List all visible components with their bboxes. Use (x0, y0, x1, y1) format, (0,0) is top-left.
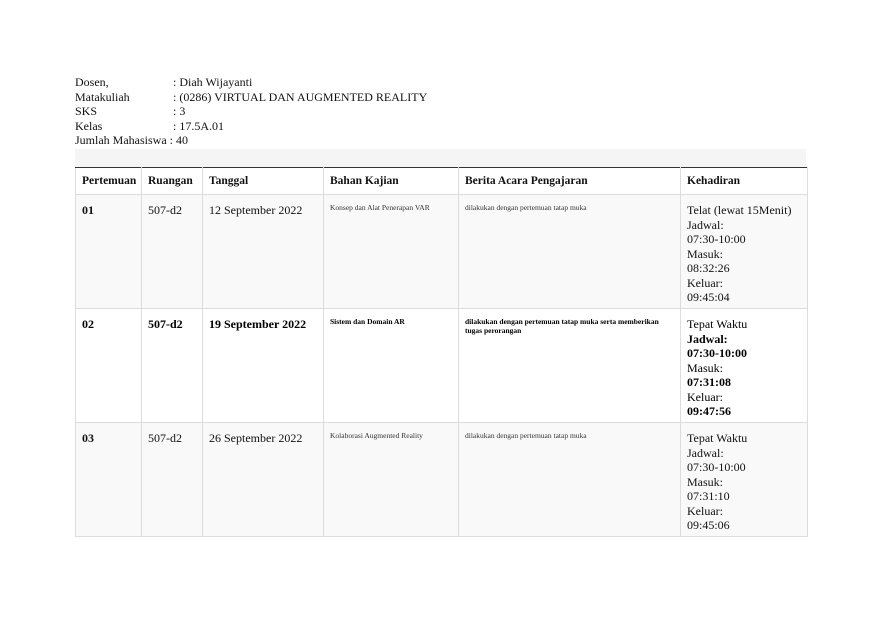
sks-value: : 3 (173, 104, 186, 118)
kelas-value: : 17.5A.01 (173, 118, 224, 133)
kehadiran-masuk-value: 08:32:26 (687, 261, 730, 275)
table-header-row (76, 168, 808, 195)
cell-pertemuan: 03 (76, 423, 142, 537)
kehadiran-jadwal-label: Jadwal: (687, 445, 724, 460)
cell-bahan-kajian: Kolaborasi Augmented Reality (324, 423, 459, 537)
cell-ruangan: 507-d2 (142, 423, 203, 537)
cell-kehadiran (681, 309, 808, 423)
cell-berita-acara: dilakukan dengan pertemuan tatap muka (459, 423, 681, 537)
kehadiran-keluar-value: 09:45:06 (687, 518, 730, 532)
kehadiran-status: Tepat Waktu (687, 317, 748, 331)
kehadiran-masuk-label: Masuk: (687, 246, 723, 261)
info-row-dosen (75, 75, 427, 90)
jumlah-value: : 40 (169, 133, 188, 147)
matakuliah-label: Matakuliah (75, 89, 130, 104)
kehadiran-masuk-value: 07:31:10 (687, 489, 730, 503)
cell-berita-acara: dilakukan dengan pertemuan tatap muka serta memberikan tugas perorangan (459, 309, 681, 423)
cell-bahan-kajian: Konsep dan Alat Penerapan VAR (324, 195, 459, 309)
kehadiran-jadwal-label: Jadwal: (687, 331, 728, 346)
kehadiran-keluar-label: Keluar: (687, 275, 723, 290)
kehadiran-masuk-label: Masuk: (687, 474, 723, 489)
header-bahan-kajian: Bahan Kajian (324, 168, 459, 195)
kehadiran-jadwal-label: Jadwal: (687, 217, 724, 232)
table-row (76, 423, 808, 537)
kehadiran-status: Tepat Waktu (687, 431, 748, 445)
cell-ruangan: 507-d2 (142, 195, 203, 309)
info-row-matakuliah (75, 90, 427, 105)
dosen-value: : Diah Wijayanti (173, 75, 253, 89)
cell-tanggal: 26 September 2022 (203, 423, 324, 537)
kehadiran-keluar-label: Keluar: (687, 389, 723, 404)
cell-tanggal: 19 September 2022 (203, 309, 324, 423)
kehadiran-jadwal-value: 07:30-10:00 (687, 460, 746, 474)
info-row-jumlah (75, 133, 427, 148)
kehadiran-keluar-value: 09:47:56 (687, 404, 731, 418)
header-band (75, 149, 806, 167)
cell-pertemuan: 01 (76, 195, 142, 309)
kehadiran-masuk-label: Masuk: (687, 360, 723, 375)
kehadiran-keluar-value: 09:45:04 (687, 290, 730, 304)
sks-label: SKS (75, 104, 98, 118)
kehadiran-jadwal-value: 07:30-10:00 (687, 346, 747, 360)
header-tanggal: Tanggal (203, 168, 324, 195)
table-row (76, 195, 808, 309)
info-row-sks (75, 104, 427, 119)
kehadiran-keluar-label: Keluar: (687, 503, 723, 518)
kehadiran-masuk-value: 07:31:08 (687, 375, 731, 389)
cell-bahan-kajian: Sistem dan Domain AR (324, 309, 459, 423)
header-pertemuan: Pertemuan (76, 168, 142, 195)
kehadiran-jadwal-value: 07:30-10:00 (687, 232, 746, 246)
jumlah-label: Jumlah Mahasiswa (75, 133, 167, 147)
header-kehadiran: Kehadiran (681, 168, 808, 195)
course-info (75, 75, 427, 148)
cell-kehadiran (681, 195, 808, 309)
cell-berita-acara: dilakukan dengan pertemuan tatap muka (459, 195, 681, 309)
kehadiran-status: Telat (lewat 15Menit) (687, 203, 792, 217)
header-ruangan: Ruangan (142, 168, 203, 195)
cell-kehadiran (681, 423, 808, 537)
matakuliah-value: : (0286) VIRTUAL DAN AUGMENTED REALITY (173, 89, 428, 104)
cell-pertemuan: 02 (76, 309, 142, 423)
table-row (76, 309, 808, 423)
attendance-table (75, 167, 808, 537)
header-berita-acara: Berita Acara Pengajaran (459, 168, 681, 195)
cell-ruangan: 507-d2 (142, 309, 203, 423)
kelas-label: Kelas (75, 118, 103, 133)
dosen-label: Dosen, (75, 75, 109, 89)
info-row-kelas (75, 119, 427, 134)
cell-tanggal: 12 September 2022 (203, 195, 324, 309)
